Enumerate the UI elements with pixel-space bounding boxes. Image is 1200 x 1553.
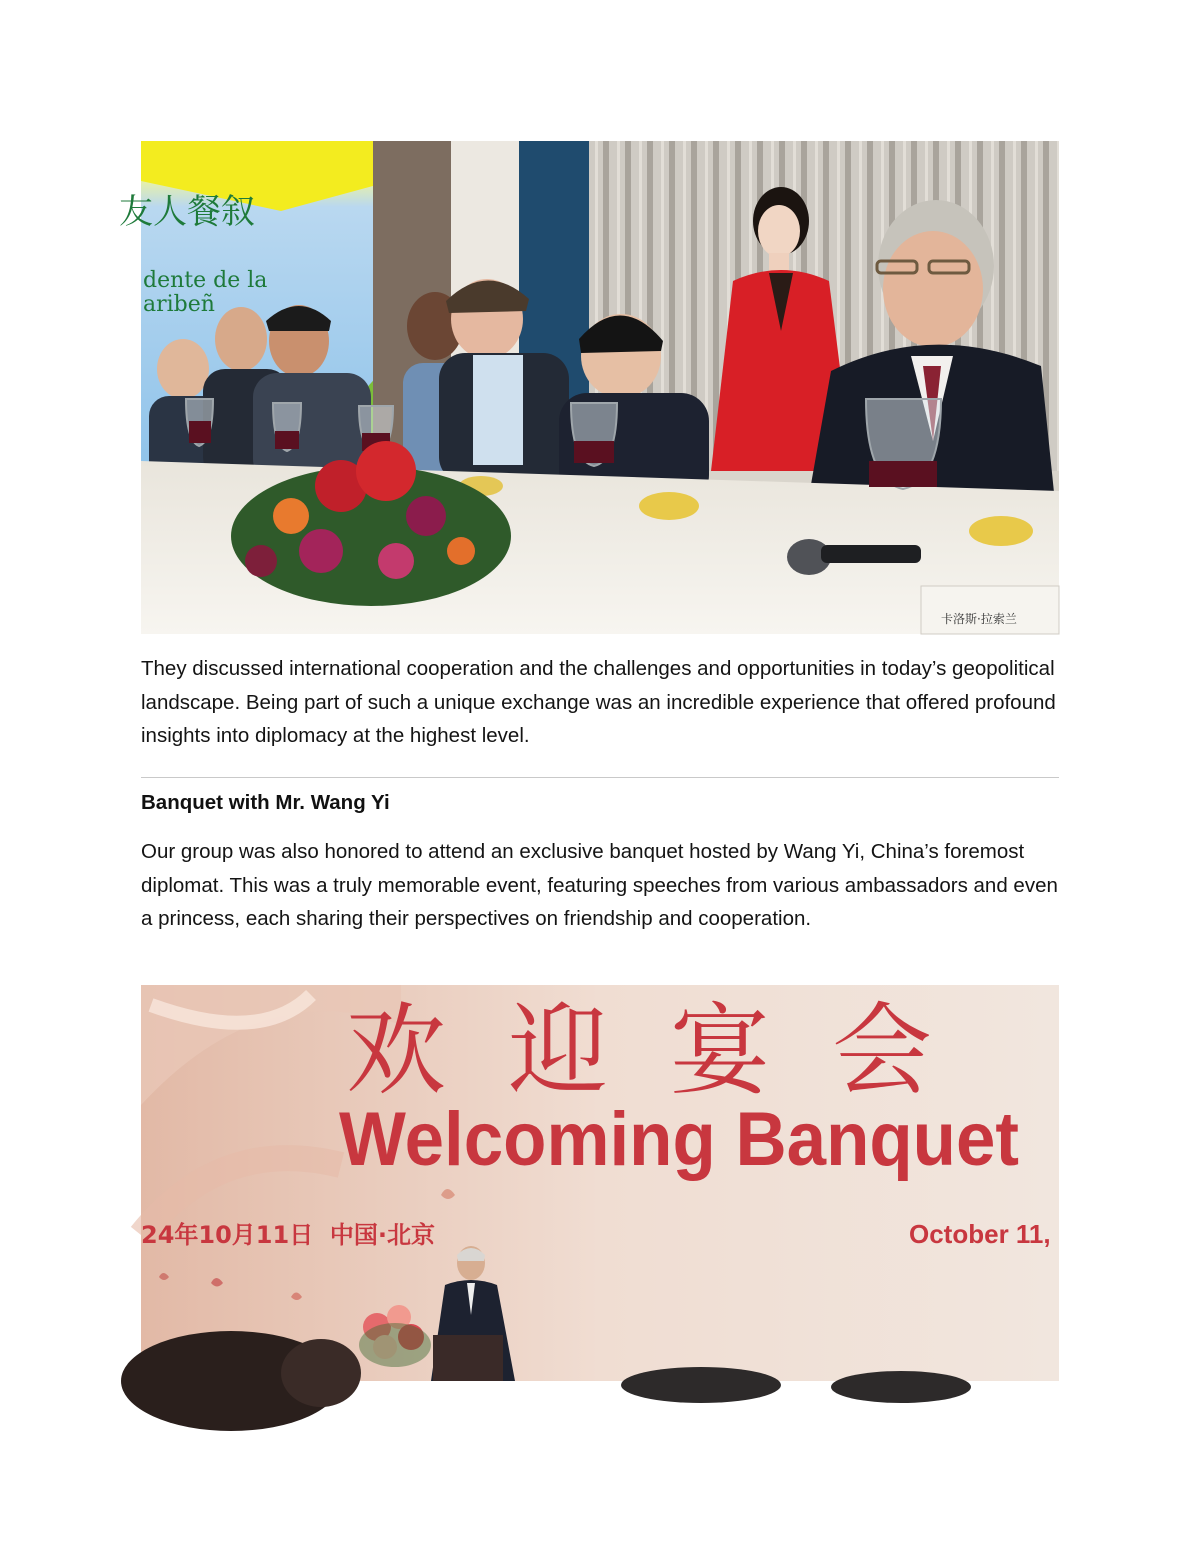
banner-chinese-text: 友人餐叙 bbox=[119, 192, 255, 232]
banner-english-title: Welcoming Banquet bbox=[339, 1097, 1019, 1182]
banner-date-english: October 11, bbox=[909, 1219, 1051, 1249]
banquet-table-illustration bbox=[119, 141, 1059, 634]
section-heading: Banquet with Mr. Wang Yi bbox=[141, 791, 390, 814]
welcoming-banquet-illustration bbox=[141, 985, 1059, 1381]
banner-spanish-line1: dente de la bbox=[143, 268, 268, 293]
paragraph-diplomacy-insights: They discussed international cooperation and the challenges and opportunities in today’s geopolitical landscape. Being part of such a unique exchange was an incredible experience that offered profound insights into diplomacy at the highest level. bbox=[141, 657, 1056, 747]
paragraph-banquet-description: Our group was also honored to attend an exclusive banquet hosted by Wang Yi, China’s foremost diplomat. This was a truly memorable event, featuring speeches from various ambassadors and even a princess, each sharing their perspectives on friendship and cooperation. bbox=[141, 840, 1058, 930]
place-card-text: 卡洛斯·拉索兰 bbox=[941, 612, 1017, 626]
section-divider bbox=[141, 777, 1059, 778]
banner-spanish-line2: aribeñ bbox=[143, 292, 215, 317]
banquet-table-photo bbox=[119, 141, 1059, 634]
banner-date-chinese: 24年10月11日 中国·北京 bbox=[141, 1221, 436, 1249]
welcoming-banquet-photo bbox=[141, 985, 1059, 1381]
banner-chinese-title: 欢迎宴会 bbox=[346, 992, 994, 1109]
